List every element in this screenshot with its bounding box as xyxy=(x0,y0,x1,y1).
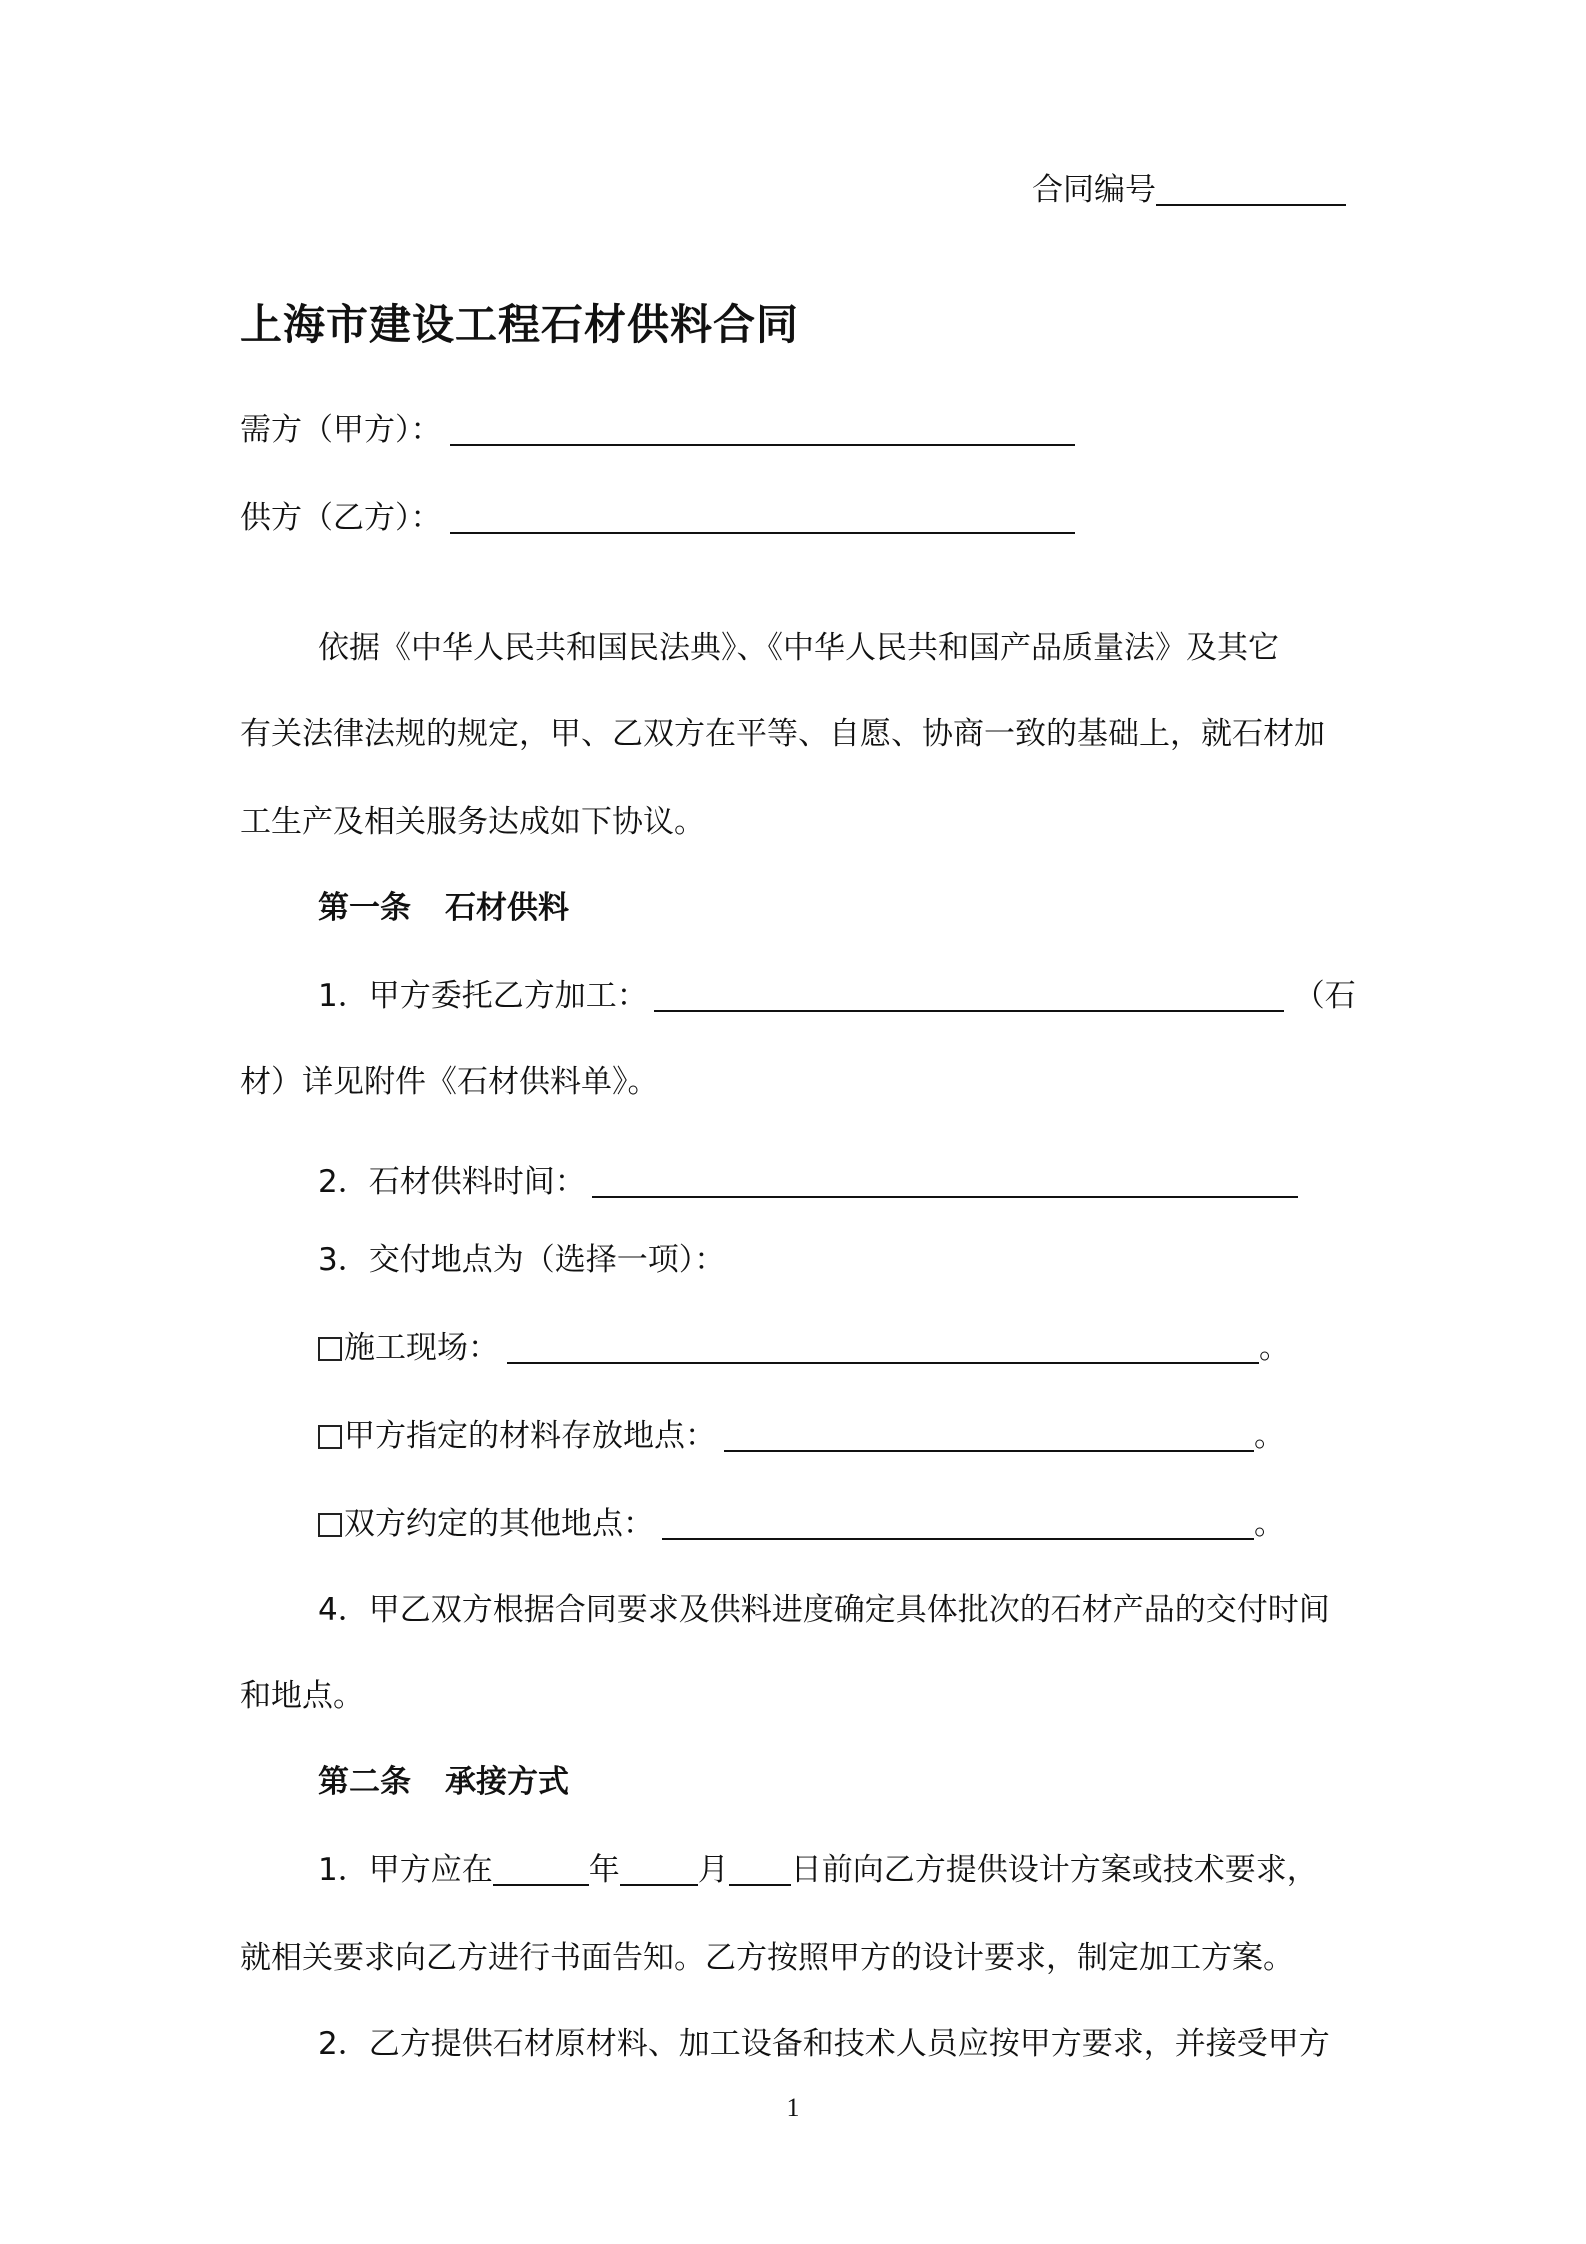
option-1-blank[interactable] xyxy=(507,1332,1259,1364)
party-b-blank[interactable] xyxy=(450,502,1075,534)
article-2-item-1-cont: 就相关要求向乙方进行书面告知。乙方按照甲方的设计要求，制定加工方案。 xyxy=(240,1940,1294,1976)
month-label: 月 xyxy=(697,1852,729,1888)
option-2-blank[interactable] xyxy=(724,1420,1254,1452)
delivery-option-1 xyxy=(318,1326,1290,1370)
article-1-item-3: 3．交付地点为（选择一项）： xyxy=(318,1242,726,1278)
article-2-item-2: 2．乙方提供石材原材料、加工设备和技术人员应按甲方要求，并接受甲方 xyxy=(318,2026,1330,2062)
item-1-suffix: （石 xyxy=(1293,978,1356,1014)
delivery-option-2 xyxy=(318,1414,1285,1458)
option-1-period: 。 xyxy=(1259,1330,1290,1366)
contract-number-label: 合同编号 xyxy=(1032,172,1156,208)
contract-number-blank[interactable] xyxy=(1156,174,1346,206)
option-2-label: 甲方指定的材料存放地点： xyxy=(344,1418,716,1454)
party-b-line xyxy=(240,496,1075,540)
option-3-label: 双方约定的其他地点： xyxy=(344,1506,654,1542)
party-b-label: 供方（乙方）： xyxy=(240,500,442,536)
checkbox[interactable] xyxy=(318,1337,342,1361)
year-blank[interactable] xyxy=(493,1854,589,1886)
document-title: 上海市建设工程石材供料合同 xyxy=(240,300,800,349)
checkbox[interactable] xyxy=(318,1513,342,1537)
page-number: 1 xyxy=(786,2093,800,2122)
article-1-number: 第一条 xyxy=(318,890,411,926)
article-1-item-4: 4．甲乙双方根据合同要求及供料进度确定具体批次的石材产品的交付时间 xyxy=(318,1592,1330,1628)
article-1-item-4-cont: 和地点。 xyxy=(240,1678,364,1714)
article-1-title: 石材供料 xyxy=(445,890,569,926)
article-2-item-1 xyxy=(318,1848,1318,1892)
checkbox[interactable] xyxy=(318,1425,342,1449)
preamble-line-3: 工生产及相关服务达成如下协议。 xyxy=(240,804,705,840)
delivery-option-3 xyxy=(318,1502,1285,1546)
supply-time-label: 2．石材供料时间： xyxy=(318,1164,586,1200)
article-2-title: 承接方式 xyxy=(445,1764,569,1800)
day-suffix: 日前向乙方提供设计方案或技术要求， xyxy=(790,1852,1318,1888)
supply-time-blank[interactable] xyxy=(592,1166,1298,1198)
party-a-label: 需方（甲方）： xyxy=(240,412,442,448)
option-3-period: 。 xyxy=(1254,1506,1285,1542)
processing-item-blank[interactable] xyxy=(654,980,1284,1012)
article-2-number: 第二条 xyxy=(318,1764,411,1800)
article-1-heading xyxy=(318,886,569,930)
article-1-item-1-cont: 材）详见附件《石材供料单》。 xyxy=(240,1064,659,1100)
day-blank[interactable] xyxy=(729,1854,791,1886)
option-2-period: 。 xyxy=(1254,1418,1285,1454)
item-1-prefix: 1．甲方应在 xyxy=(318,1852,493,1888)
article-1-item-2 xyxy=(318,1160,1298,1204)
preamble-line-1: 依据《中华人民共和国民法典》、《中华人民共和国产品质量法》及其它 xyxy=(318,630,1279,666)
party-a-blank[interactable] xyxy=(450,414,1075,446)
option-3-blank[interactable] xyxy=(662,1508,1254,1540)
option-1-label: 施工现场： xyxy=(344,1330,499,1366)
year-label: 年 xyxy=(588,1852,620,1888)
preamble-line-2: 有关法律法规的规定，甲、乙双方在平等、自愿、协商一致的基础上，就石材加 xyxy=(240,716,1325,752)
article-2-heading xyxy=(318,1760,569,1804)
article-1-item-1 xyxy=(318,974,1356,1018)
contract-number-field xyxy=(1032,168,1346,212)
party-a-line xyxy=(240,408,1075,452)
month-blank[interactable] xyxy=(620,1854,698,1886)
item-1-prefix: 1．甲方委托乙方加工： xyxy=(318,978,648,1014)
